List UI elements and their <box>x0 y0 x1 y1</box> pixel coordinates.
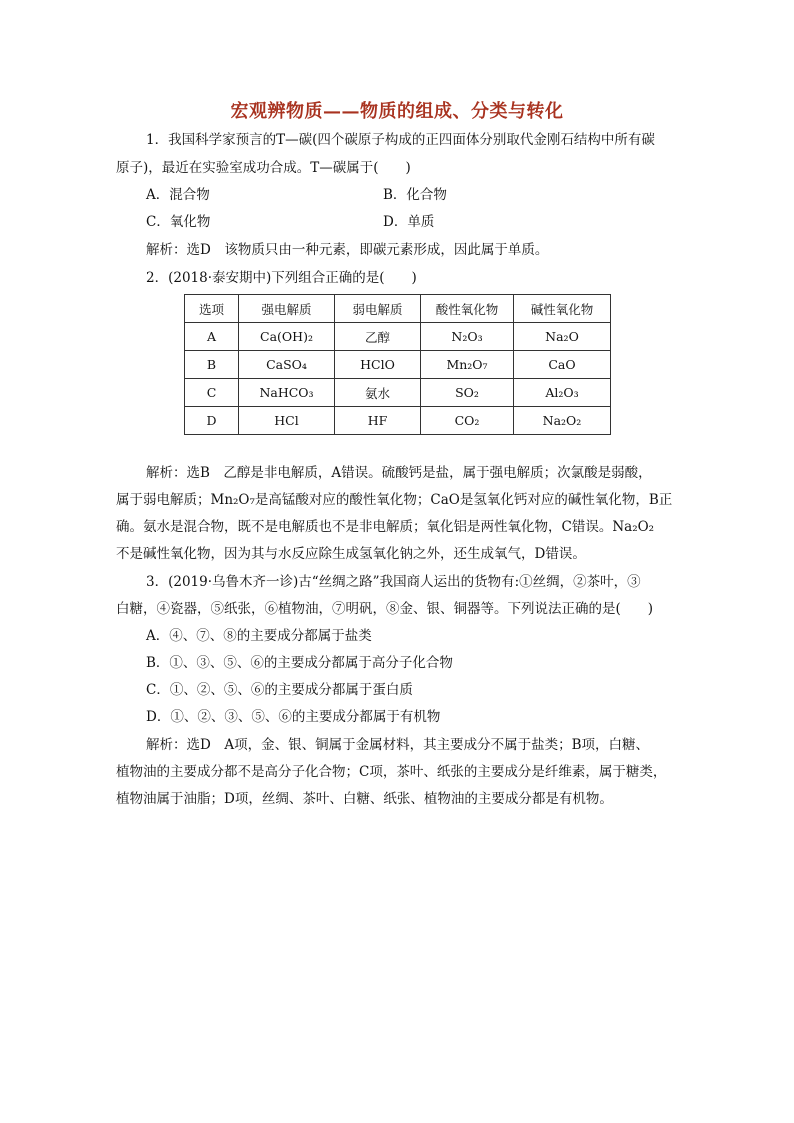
table-cell: Mn₂O₇ <box>421 351 514 379</box>
table-cell: HF <box>335 407 421 435</box>
table-cell: A <box>185 323 239 351</box>
table-cell: CaO <box>514 351 611 379</box>
table-cell: D <box>185 407 239 435</box>
q1-option-a: A．混合物 <box>146 187 210 203</box>
table-cell: B <box>185 351 239 379</box>
table-cell: HClO <box>335 351 421 379</box>
q3-option-b: B．①、③、⑤、⑥的主要成分都属于高分子化合物 <box>146 655 453 671</box>
table-cell: NaHCO₃ <box>239 379 335 407</box>
q2-analysis-line3: 确。氨水是混合物，既不是电解质也不是非电解质；氧化铝是两性氧化物，C错误。Na₂O₂ <box>116 519 655 535</box>
q3-option-d: D．①、②、③、⑤、⑥的主要成分都属于有机物 <box>146 709 441 725</box>
q1-option-d: D．单质 <box>383 214 435 230</box>
table-row <box>185 407 611 435</box>
table-row <box>185 323 611 351</box>
q1-stem-line1: 1．我国科学家预言的T—碳(四个碳原子构成的正四面体分别取代金刚石结构中所有碳 <box>146 132 655 148</box>
table-cell: HCl <box>239 407 335 435</box>
table-cell: 氨水 <box>335 379 421 407</box>
q3-option-a: A．④、⑦、⑧的主要成分都属于盐类 <box>146 628 372 644</box>
q2-table <box>184 294 611 435</box>
table-cell: CaSO₄ <box>239 351 335 379</box>
q2-analysis-line2: 属于弱电解质；Mn₂O₇是高锰酸对应的酸性氧化物；CaO是氢氧化钙对应的碱性氧化物，B正 <box>116 492 673 508</box>
q1-stem-line2: 原子)，最近在实验室成功合成。T—碳属于( ) <box>116 160 411 176</box>
q2-analysis-line1: 解析：选B 乙醇是非电解质，A错误。硫酸钙是盐，属于强电解质；次氯酸是弱酸， <box>146 465 652 481</box>
table-cell: Ca(OH)₂ <box>239 323 335 351</box>
table-row <box>185 351 611 379</box>
q3-analysis-line3: 植物油属于油脂；D项，丝绸、茶叶、白糖、纸张、植物油的主要成分都是有机物。 <box>116 791 613 807</box>
q2-analysis-line4: 不是碱性氧化物，因为其与水反应除生成氢氧化钠之外，还生成氧气，D错误。 <box>116 546 586 562</box>
table-header: 弱电解质 <box>335 295 421 323</box>
table-cell: Na₂O₂ <box>514 407 611 435</box>
table-header-row <box>185 295 611 323</box>
q1-option-c: C．氧化物 <box>146 214 211 230</box>
table-cell: SO₂ <box>421 379 514 407</box>
table-header: 酸性氧化物 <box>421 295 514 323</box>
q1-option-b: B．化合物 <box>383 187 447 203</box>
q3-stem-line1: 3．(2019·乌鲁木齐一诊)古“丝绸之路”我国商人运出的货物有:①丝绸，②茶叶，③ <box>146 574 641 590</box>
q3-stem-line2: 白糖，④瓷器，⑤纸张，⑥植物油，⑦明矾，⑧金、银、铜器等。下列说法正确的是( ) <box>116 601 654 617</box>
page-title: 宏观辨物质——物质的组成、分类与转化 <box>230 101 564 122</box>
table-cell: 乙醇 <box>335 323 421 351</box>
table-cell: CO₂ <box>421 407 514 435</box>
q3-analysis-line1: 解析：选D A项，金、银、铜属于金属材料，其主要成分不属于盐类；B项，白糖、 <box>146 737 649 753</box>
q3-analysis-line2: 植物油的主要成分都不是高分子化合物；C项，茶叶、纸张的主要成分是纤维素，属于糖类， <box>116 764 667 780</box>
table-cell: Al₂O₃ <box>514 379 611 407</box>
q1-analysis: 解析：选D 该物质只由一种元素，即碳元素形成，因此属于单质。 <box>146 242 549 258</box>
table-header: 碱性氧化物 <box>514 295 611 323</box>
table-header: 选项 <box>185 295 239 323</box>
table-cell: C <box>185 379 239 407</box>
table-header: 强电解质 <box>239 295 335 323</box>
table-cell: Na₂O <box>514 323 611 351</box>
table-row <box>185 379 611 407</box>
q2-stem: 2．(2018·泰安期中)下列组合正确的是( ) <box>146 270 417 286</box>
q3-option-c: C．①、②、⑤、⑥的主要成分都属于蛋白质 <box>146 682 413 698</box>
table-cell: N₂O₃ <box>421 323 514 351</box>
